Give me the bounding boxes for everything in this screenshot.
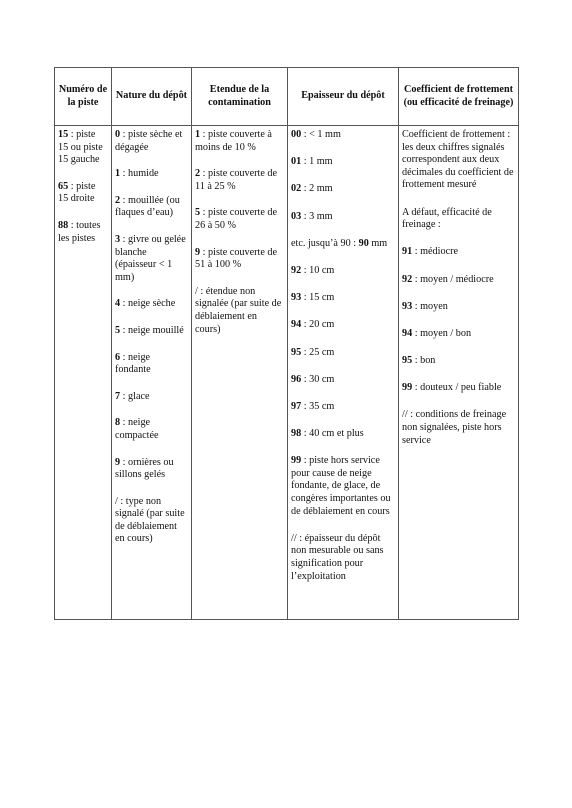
list-item (195, 129, 284, 154)
entry-text: : moyen / médiocre (412, 273, 494, 285)
entry-text: : 2 mm (301, 183, 333, 195)
entry-text: : 15 cm (301, 292, 335, 304)
list-item (402, 328, 515, 341)
friction-coefficient-cell (399, 126, 519, 620)
entry-code: 03 (291, 210, 302, 222)
list-item (402, 246, 515, 259)
deposit-type-cell (112, 126, 192, 620)
entry-code: 01 (291, 156, 302, 168)
entry-code: 9 (115, 456, 121, 468)
list-item (291, 156, 395, 169)
entry-text: etc. jusqu’à 90 : (291, 237, 359, 249)
entry-text: // : épaisseur du dépôt non mesurable ou sans signification pour l’exploitation (291, 532, 384, 582)
entry-text: : toutes les pistes (58, 219, 101, 244)
header-deposit-depth: Epaisseur du dépôt (288, 68, 399, 126)
list-item (402, 129, 515, 192)
entry-code: 1 (115, 168, 121, 180)
entry-code: 93 (402, 300, 413, 312)
entry-code: 4 (115, 298, 121, 310)
list-item (195, 168, 284, 193)
entry-text: : douteux / peu fiable (412, 382, 502, 394)
entry-text: : 10 cm (301, 264, 335, 276)
entry-code: 93 (291, 292, 302, 304)
entry-text: : moyen (412, 300, 448, 312)
list-item (291, 238, 395, 251)
entry-code: 5 (195, 207, 201, 219)
entry-code: 94 (291, 319, 302, 331)
contamination-extent-cell (192, 126, 288, 620)
table-header-row (55, 68, 519, 126)
list-item (402, 409, 515, 447)
table-body-row (55, 126, 519, 620)
entry-code: 15 (58, 129, 69, 140)
entry-code: 97 (291, 400, 302, 412)
entry-text: : 30 cm (301, 373, 335, 385)
entry-text: : piste 15 droite (58, 180, 96, 205)
entry-text: : piste couverte de 51 à 100 % (195, 246, 278, 271)
header-runway-number: Numéro de la piste (55, 68, 112, 126)
list-item (195, 247, 284, 272)
entry-code: 65 (58, 180, 69, 192)
entry-text: : neige mouillé (120, 324, 184, 336)
list-item (291, 265, 395, 278)
entry-text: Coefficient de frottement : les deux chiffres signalés correspondent aux deux décimales du coefficient de frottement mesuré (402, 129, 514, 191)
list-item (115, 352, 188, 377)
list-item (115, 168, 188, 181)
list-item (291, 292, 395, 305)
list-item (115, 195, 188, 220)
entry-code: 98 (291, 428, 302, 440)
list-item (291, 129, 395, 142)
entry-text: : < 1 mm (301, 129, 341, 140)
entry-code: 0 (115, 129, 121, 140)
entry-text: : piste 15 ou piste 15 gauche (58, 129, 103, 166)
entry-code: 2 (195, 168, 201, 180)
list-item (402, 382, 515, 395)
entry-code: 90 (358, 237, 369, 249)
entry-text: / : étendue non signalée (par suite de déblaiement en cours) (195, 285, 282, 335)
entry-text: : neige sèche (120, 298, 176, 310)
list-item (115, 496, 188, 546)
entry-code: 1 (195, 129, 201, 140)
entry-text: : médiocre (412, 246, 459, 258)
header-friction-coefficient: Coefficient de frottement (ou efficacité de freinage) (399, 68, 519, 126)
list-item (291, 428, 395, 441)
list-item (291, 319, 395, 332)
entry-text: : piste hors service pour cause de neige fondante, de glace, de congères importantes ou de déblaiement en cours (291, 455, 391, 517)
entry-code: 00 (291, 129, 302, 140)
list-item (195, 207, 284, 232)
entry-text: // : conditions de freinage non signalées, piste hors service (402, 409, 507, 446)
entry-text: : 3 mm (301, 210, 333, 222)
entry-text: : piste couverte de 26 à 50 % (195, 207, 278, 231)
entry-code: 92 (402, 273, 413, 285)
header-contamination-extent: Etendue de la contamination (192, 68, 288, 126)
entry-text: mm (368, 237, 388, 249)
list-item (291, 533, 395, 583)
entry-code: 02 (291, 183, 302, 195)
entry-text: : piste couverte à moins de 10 % (195, 129, 272, 153)
list-item (402, 301, 515, 314)
list-item (115, 391, 188, 404)
list-item (291, 455, 395, 518)
entry-text: : neige fondante (115, 351, 151, 376)
entry-text: : 40 cm et plus (301, 428, 364, 440)
entry-text: : piste sèche et dégagée (115, 129, 183, 153)
runway-number-cell (55, 126, 112, 620)
deposit-depth-cell (288, 126, 399, 620)
list-item (58, 181, 108, 206)
entry-text: : 35 cm (301, 400, 335, 412)
entry-code: 96 (291, 373, 302, 385)
list-item (115, 325, 188, 338)
entry-text: : givre ou gelée blanche (épaisseur < 1 mm) (115, 233, 186, 283)
entry-text: : glace (120, 390, 150, 402)
list-item (115, 457, 188, 482)
entry-text: : mouillée (ou flaques d’eau) (115, 194, 180, 219)
list-item (291, 211, 395, 224)
list-item (291, 183, 395, 196)
entry-code: 8 (115, 417, 121, 429)
entry-code: 9 (195, 246, 201, 258)
list-item (195, 286, 284, 336)
entry-code: 5 (115, 324, 121, 336)
entry-code: 91 (402, 246, 413, 258)
list-item (58, 220, 108, 245)
list-item (115, 129, 188, 154)
entry-text: : humide (120, 168, 159, 180)
list-item (58, 129, 108, 167)
list-item (291, 374, 395, 387)
list-item (115, 298, 188, 311)
list-item (402, 274, 515, 287)
entry-text: : 25 cm (301, 346, 335, 358)
entry-code: 2 (115, 194, 121, 206)
entry-code: 3 (115, 233, 121, 245)
list-item (291, 401, 395, 414)
entry-text: : ornières ou sillons gelés (115, 456, 174, 481)
entry-text: : neige compactée (115, 417, 159, 441)
list-item (402, 207, 515, 232)
runway-state-table (54, 67, 519, 620)
entry-code: 99 (291, 455, 302, 467)
entry-text: A défaut, efficacité de freinage : (402, 206, 492, 231)
entry-code: 88 (58, 219, 69, 231)
list-item (291, 347, 395, 360)
entry-text: : 1 mm (301, 156, 333, 168)
entry-code: 99 (402, 382, 413, 394)
entry-code: 7 (115, 390, 121, 402)
entry-text: : moyen / bon (412, 327, 472, 339)
entry-code: 95 (402, 355, 413, 367)
entry-code: 94 (402, 327, 413, 339)
entry-text: : 20 cm (301, 319, 335, 331)
entry-code: 92 (291, 264, 302, 276)
entry-code: 6 (115, 351, 121, 363)
list-item (402, 355, 515, 368)
entry-text: : piste couverte de 11 à 25 % (195, 168, 278, 192)
entry-code: 95 (291, 346, 302, 358)
header-deposit-type: Nature du dépôt (112, 68, 192, 126)
list-item (115, 234, 188, 284)
entry-text: : bon (412, 355, 436, 367)
list-item (115, 417, 188, 442)
entry-text: / : type non signalé (par suite de déblaiement en cours) (115, 495, 185, 545)
